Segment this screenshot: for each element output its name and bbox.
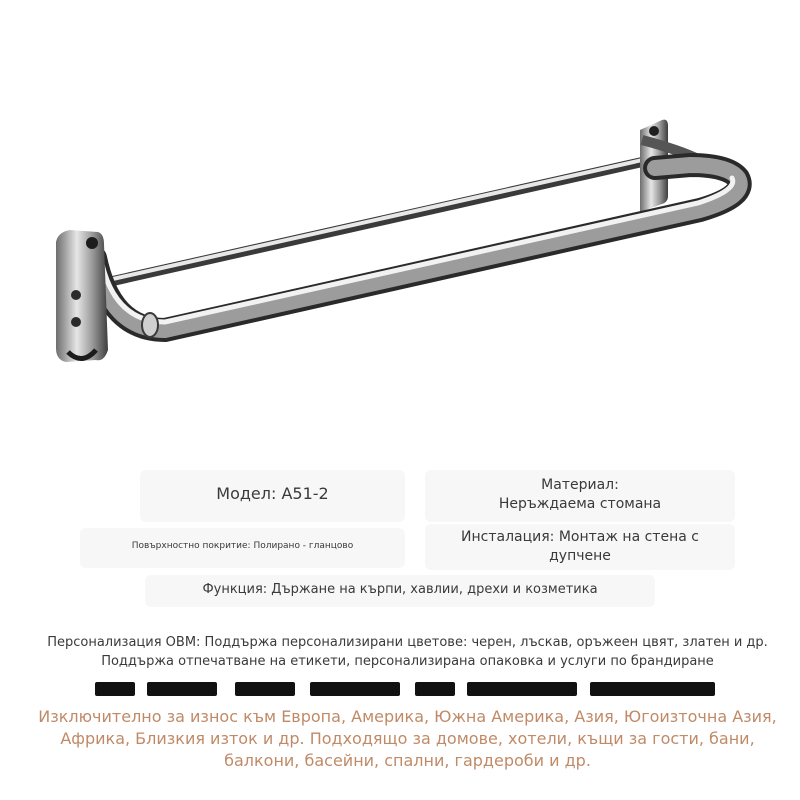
obm-customization-note: Персонализация OBM: Поддържа персонализирани цветове: черен, лъскав, оръжеен цвят, златен и др. Поддържа отпечатване на етикети, персонализирана опаковка и услуги по брандиране — [47, 635, 768, 669]
export-regions-note: Изключително за износ към Европа, Америка, Южна Америка, Азия, Югоизточна Азия, Африка, Близкия изток и др. Подходящо за домове, хотели, къщи за гости, бани, балкони, басейни, спални, гардероби и др. — [38, 707, 777, 770]
material-label: Материал: — [541, 477, 619, 493]
corrupted-text-band — [95, 678, 715, 700]
material-value: Неръждаема стомана — [498, 496, 662, 512]
surface-finish-label: Повърхностно покритие: Полирано - гланцово — [131, 541, 354, 551]
back-rail — [95, 156, 660, 285]
installation-label: Инсталация: Монтаж на стена с дупчене — [461, 529, 699, 564]
model-label: Модел: A51-2 — [216, 484, 329, 503]
function-label: Функция: Държане на кърпи, хавлии, дрехи и козметика — [202, 582, 598, 597]
